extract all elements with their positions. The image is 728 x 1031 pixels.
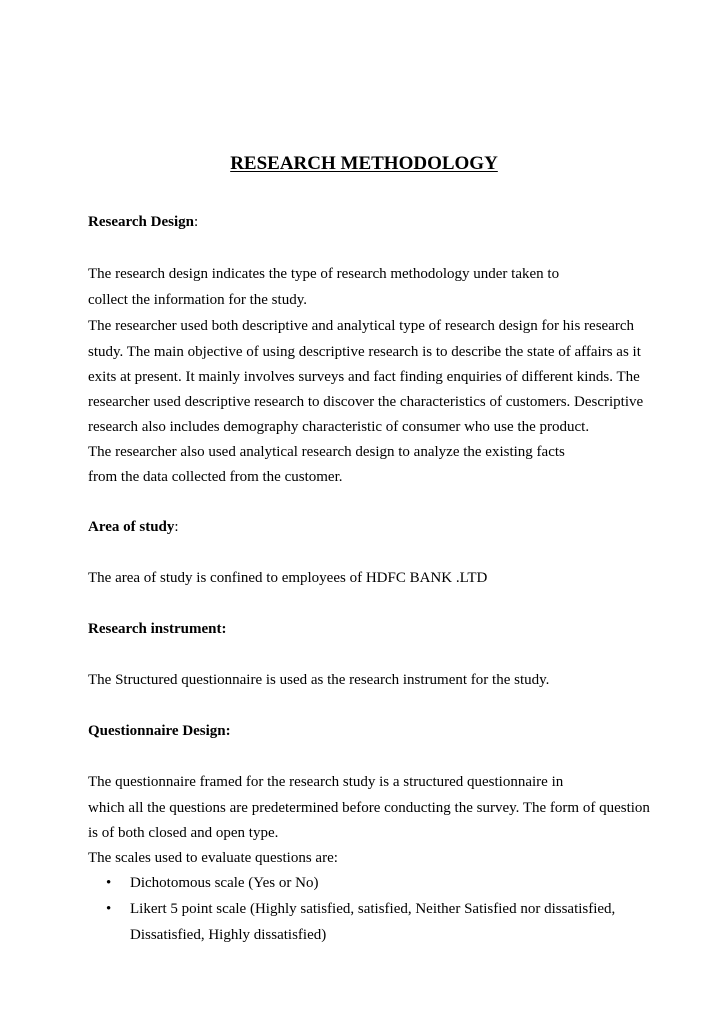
section-heading-research-instrument: Research instrument: bbox=[88, 621, 227, 637]
section-heading-area-of-study: Area of study: bbox=[88, 519, 179, 535]
bullet-item-continuation: Dissatisfied, Highly dissatisfied) bbox=[130, 927, 327, 943]
paragraph-line: exits at present. It mainly involves surveys and fact finding enquiries of different kinds. The bbox=[88, 369, 640, 385]
bullet-icon: • bbox=[106, 901, 112, 917]
paragraph-line: which all the questions are predetermined before conducting the survey. The form of question bbox=[88, 800, 650, 816]
paragraph-line: research also includes demography characteristic of consumer who use the product. bbox=[88, 419, 590, 435]
bullet-item: Dichotomous scale (Yes or No) bbox=[130, 875, 319, 891]
paragraph-line: from the data collected from the customer. bbox=[88, 469, 343, 485]
paragraph-line: The Structured questionnaire is used as the research instrument for the study. bbox=[88, 672, 550, 688]
paragraph-line: The research design indicates the type of research methodology under taken to bbox=[88, 266, 560, 282]
page-title: RESEARCH METHODOLOGY bbox=[230, 153, 498, 174]
section-heading-research-design: Research Design: bbox=[88, 214, 199, 230]
section-heading-questionnaire-design: Questionnaire Design: bbox=[88, 723, 231, 739]
paragraph-line: study. The main objective of using descriptive research is to describe the state of affairs as it bbox=[88, 344, 641, 360]
paragraph-line: The researcher used both descriptive and analytical type of research design for his research bbox=[88, 318, 635, 334]
paragraph-line: is of both closed and open type. bbox=[88, 825, 279, 841]
paragraph-line: The scales used to evaluate questions are: bbox=[88, 850, 338, 866]
paragraph-line: The area of study is confined to employees of HDFC BANK .LTD bbox=[88, 570, 488, 586]
bullet-item: Likert 5 point scale (Highly satisfied, satisfied, Neither Satisfied nor dissatisfied, bbox=[130, 901, 616, 917]
bullet-icon: • bbox=[106, 875, 112, 891]
paragraph-line: The researcher also used analytical research design to analyze the existing facts bbox=[88, 444, 565, 460]
paragraph-line: researcher used descriptive research to discover the characteristics of customers. Descriptive bbox=[88, 394, 644, 410]
paragraph-line: collect the information for the study. bbox=[88, 292, 307, 308]
paragraph-line: The questionnaire framed for the research study is a structured questionnaire in bbox=[88, 774, 564, 790]
